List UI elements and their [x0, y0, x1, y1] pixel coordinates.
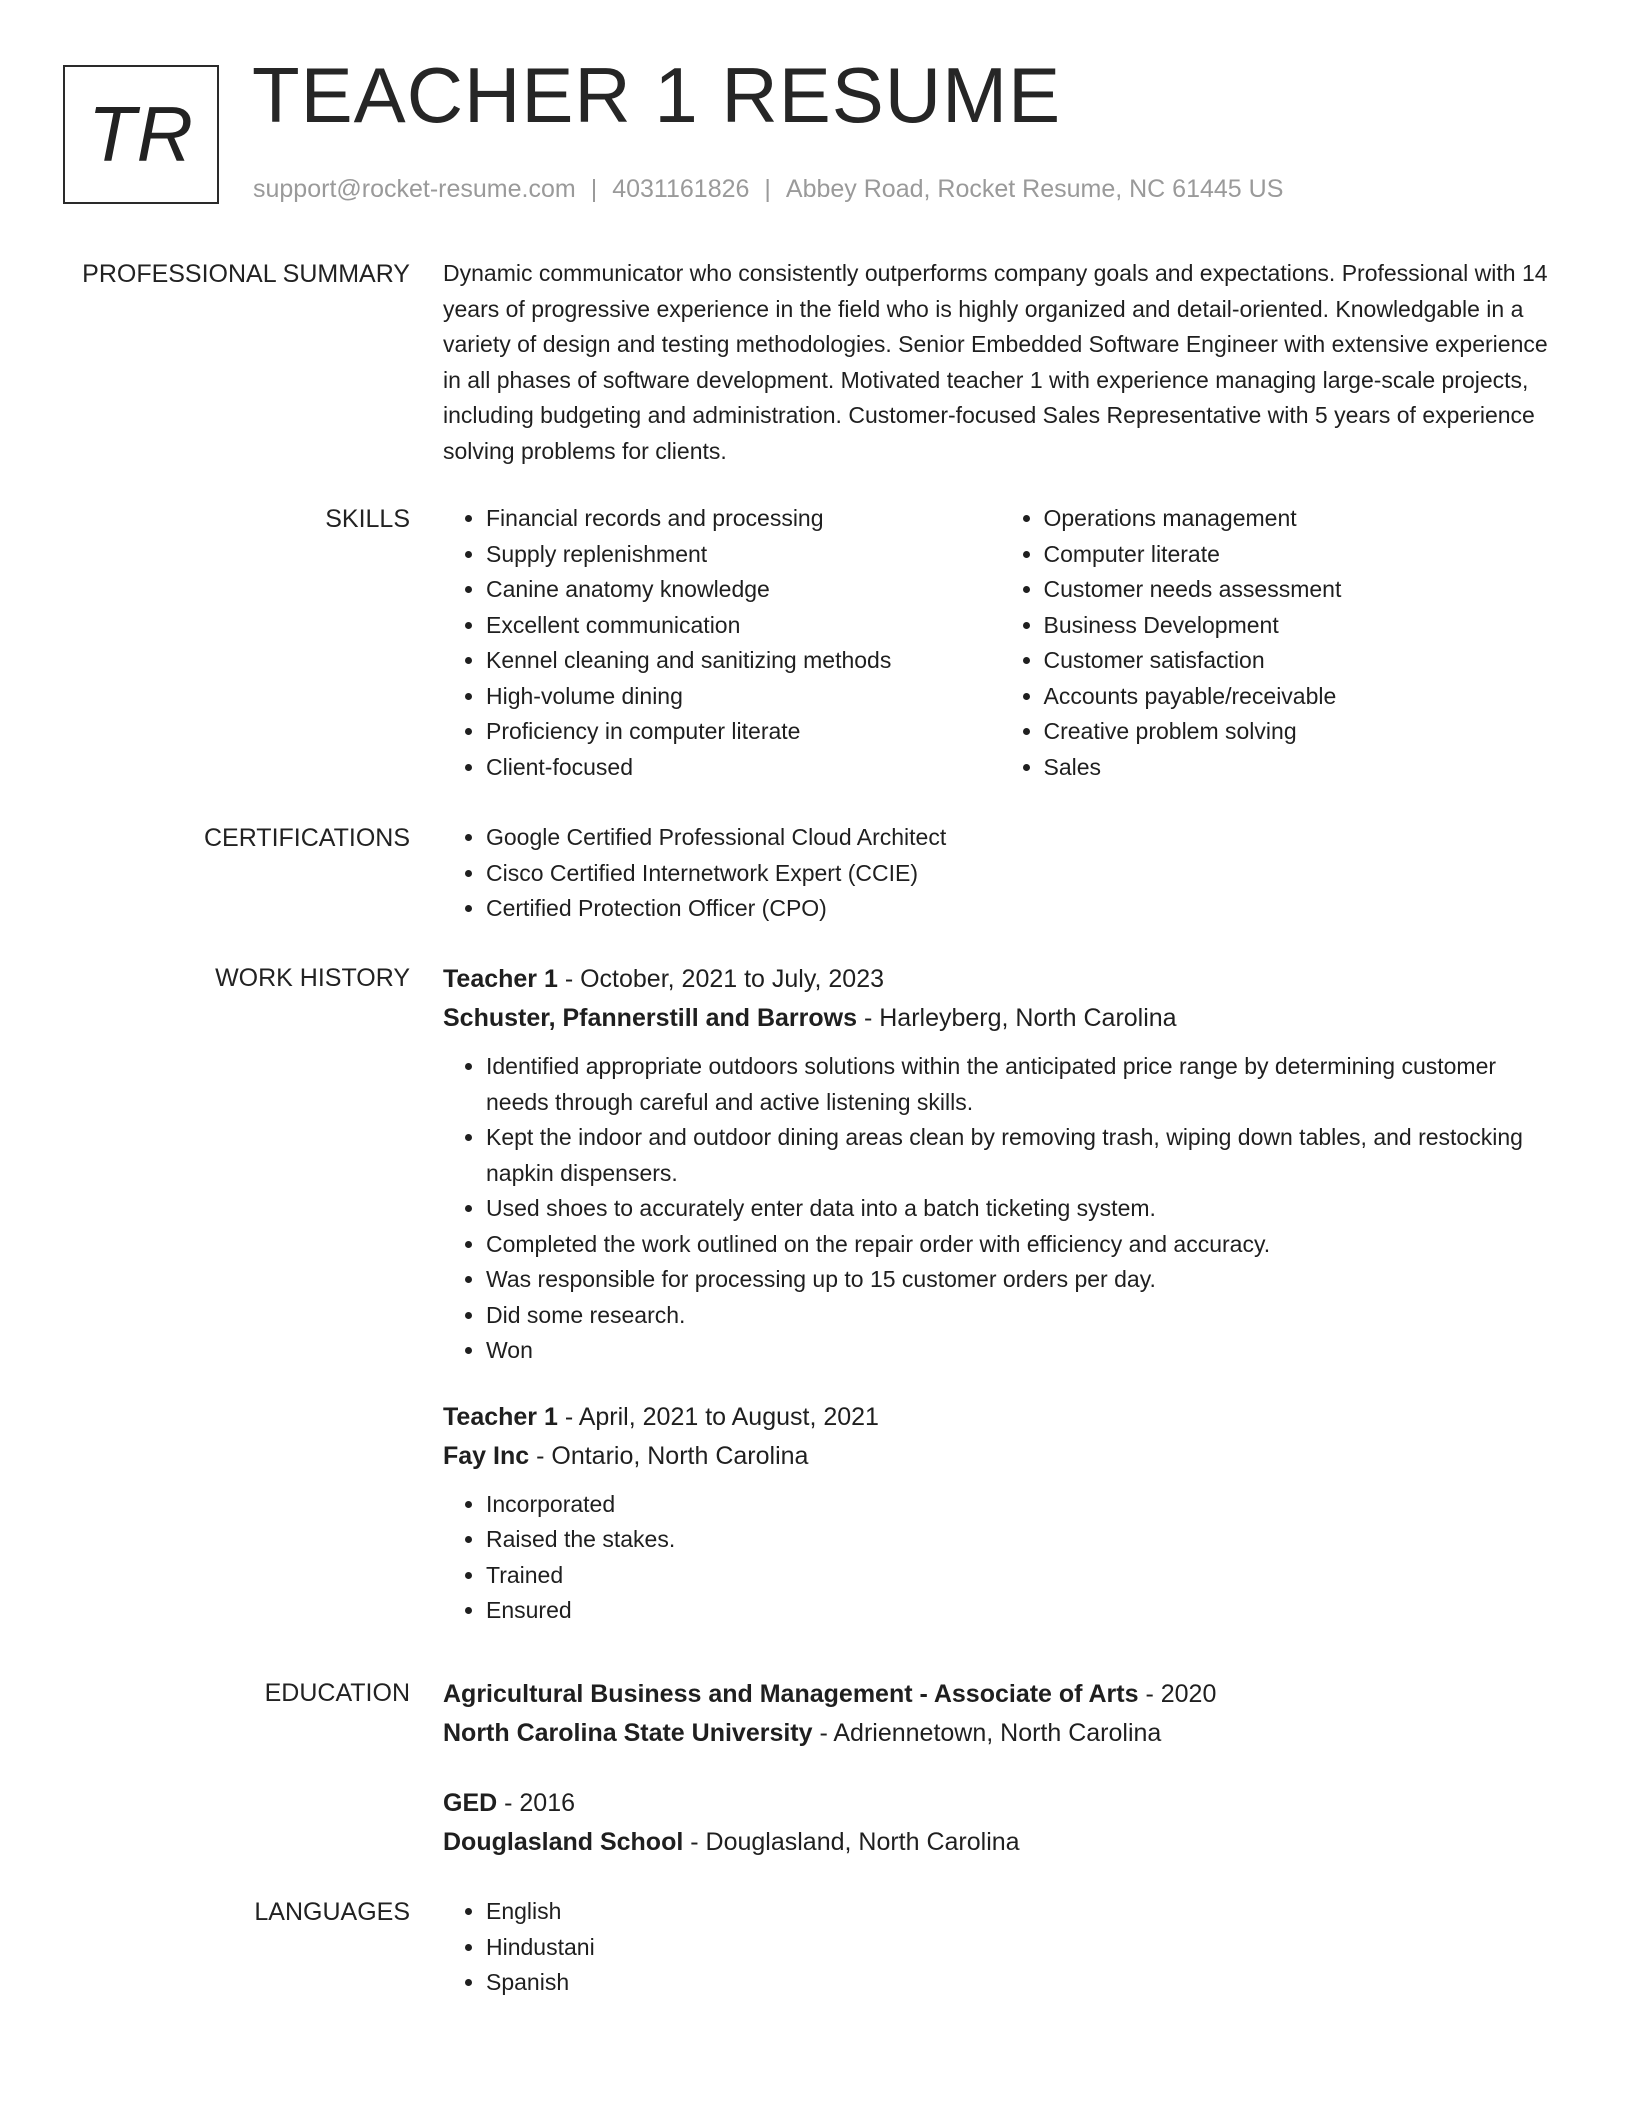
job-title-line [443, 1398, 1558, 1437]
skill-item: • Sales [1044, 750, 1559, 786]
skill-item: • Accounts payable/receivable [1044, 679, 1559, 715]
education-degree-line [443, 1675, 1558, 1714]
job-bullets [443, 1487, 1558, 1629]
skill-item: • Business Development [1044, 608, 1559, 644]
resume-title: TEACHER 1 RESUME [252, 51, 1062, 139]
language-item: • Spanish [486, 1965, 1558, 2001]
education-entry [443, 1784, 1558, 1862]
education-year: - 2016 [497, 1789, 576, 1817]
job-company-line [443, 1437, 1558, 1476]
contact-email: support@rocket-resume.com [253, 175, 576, 203]
section-label-skills: SKILLS [325, 505, 410, 533]
job-bullet: • Won [486, 1333, 1558, 1369]
skill-item: • Financial records and processing [486, 501, 1001, 537]
skill-item: • Customer needs assessment [1044, 572, 1559, 608]
education-degree: Agricultural Business and Management - Associate of Arts [443, 1680, 1139, 1708]
job-dates: - October, 2021 to July, 2023 [557, 965, 885, 993]
summary-text: Dynamic communicator who consistently outperforms company goals and expectations. Professional with 14 years of progressive experience in the field who is highly organized and detail-oriented. Knowledgable in a variety of design and testing methodologies. Senior Embedded Software Engineer with extensive experience in all phases of software development. Motivated teacher 1 with experience managing large-scale projects, including budgeting and administration. Customer-focused Sales Representative with 5 years of experience solving problems for clients. [443, 260, 1548, 464]
section-label-work: WORK HISTORY [215, 964, 410, 992]
skill-item: • Computer literate [1044, 537, 1559, 573]
job-title: Teacher 1 [443, 965, 558, 993]
skill-item: • Canine anatomy knowledge [486, 572, 1001, 608]
skill-item: • Client-focused [486, 750, 1001, 786]
education-degree-line [443, 1784, 1558, 1823]
job-entry [443, 960, 1558, 1369]
certification-item: • Cisco Certified Internetwork Expert (CCIE) [486, 856, 1558, 892]
job-company-line [443, 999, 1558, 1038]
certifications-list [443, 820, 1558, 927]
job-bullet: • Trained [486, 1558, 1558, 1594]
job-bullet: • Identified appropriate outdoors solutions within the anticipated price range by determining customer needs through careful and active listening skills. [486, 1049, 1558, 1120]
separator: | [764, 175, 771, 203]
skill-item: • Customer satisfaction [1044, 643, 1559, 679]
skills-columns [443, 501, 1558, 785]
education-school-line [443, 1714, 1558, 1753]
skill-item: • Creative problem solving [1044, 714, 1559, 750]
skills-list-left [443, 501, 1001, 785]
education-entry [443, 1675, 1558, 1753]
section-label-education: EDUCATION [264, 1679, 410, 1707]
job-bullet: • Kept the indoor and outdoor dining areas clean by removing trash, wiping down tables, and restocking napkin dispensers. [486, 1120, 1558, 1191]
job-bullet: • Raised the stakes. [486, 1522, 1558, 1558]
job-company: Fay Inc [443, 1441, 530, 1470]
certification-item: • Certified Protection Officer (CPO) [486, 891, 1558, 927]
job-bullet: • Ensured [486, 1593, 1558, 1629]
education-location: - Douglasland, North Carolina [683, 1828, 1020, 1856]
job-bullet: • Incorporated [486, 1487, 1558, 1523]
education-school: North Carolina State University [443, 1719, 813, 1747]
contact-line [253, 175, 1283, 204]
job-bullet: • Did some research. [486, 1298, 1558, 1334]
education-year: - 2020 [1138, 1680, 1217, 1708]
job-company: Schuster, Pfannerstill and Barrows [443, 1004, 858, 1032]
contact-phone: 4031161826 [612, 175, 750, 203]
skills-list-right [1001, 501, 1559, 785]
language-item: • Hindustani [486, 1930, 1558, 1966]
skill-item: • Operations management [1044, 501, 1559, 537]
skill-item: • Proficiency in computer literate [486, 714, 1001, 750]
education-degree: GED [443, 1789, 498, 1817]
education-location: - Adriennetown, North Carolina [812, 1719, 1162, 1747]
languages-list [443, 1894, 1558, 2001]
education-school: Douglasland School [443, 1828, 684, 1856]
job-location: - Ontario, North Carolina [529, 1441, 809, 1470]
skill-item: • Kennel cleaning and sanitizing methods [486, 643, 1001, 679]
skill-item: • Excellent communication [486, 608, 1001, 644]
education-school-line [443, 1823, 1558, 1862]
section-label-summary: PROFESSIONAL SUMMARY [82, 260, 410, 288]
job-title: Teacher 1 [443, 1402, 558, 1431]
skill-item: • High-volume dining [486, 679, 1001, 715]
separator: | [590, 175, 598, 203]
job-location: - Harleyberg, North Carolina [857, 1004, 1177, 1032]
job-dates: - April, 2021 to August, 2021 [557, 1402, 879, 1431]
certification-item: • Google Certified Professional Cloud Architect [486, 820, 1558, 856]
section-label-languages: LANGUAGES [254, 1898, 410, 1926]
job-bullet: • Used shoes to accurately enter data into a batch ticketing system. [486, 1191, 1558, 1227]
job-title-line [443, 960, 1558, 999]
job-bullet: • Was responsible for processing up to 15 customer orders per day. [486, 1262, 1558, 1298]
job-bullet: • Completed the work outlined on the repair order with efficiency and accuracy. [486, 1227, 1558, 1263]
skill-item: • Supply replenishment [486, 537, 1001, 573]
language-item: • English [486, 1894, 1558, 1930]
job-entry [443, 1398, 1558, 1629]
job-bullets [443, 1049, 1558, 1369]
monogram-logo [63, 65, 219, 204]
monogram-text: TR [88, 90, 194, 178]
contact-address: Abbey Road, Rocket Resume, NC 61445 US [785, 175, 1284, 203]
section-label-certifications: CERTIFICATIONS [203, 824, 410, 852]
